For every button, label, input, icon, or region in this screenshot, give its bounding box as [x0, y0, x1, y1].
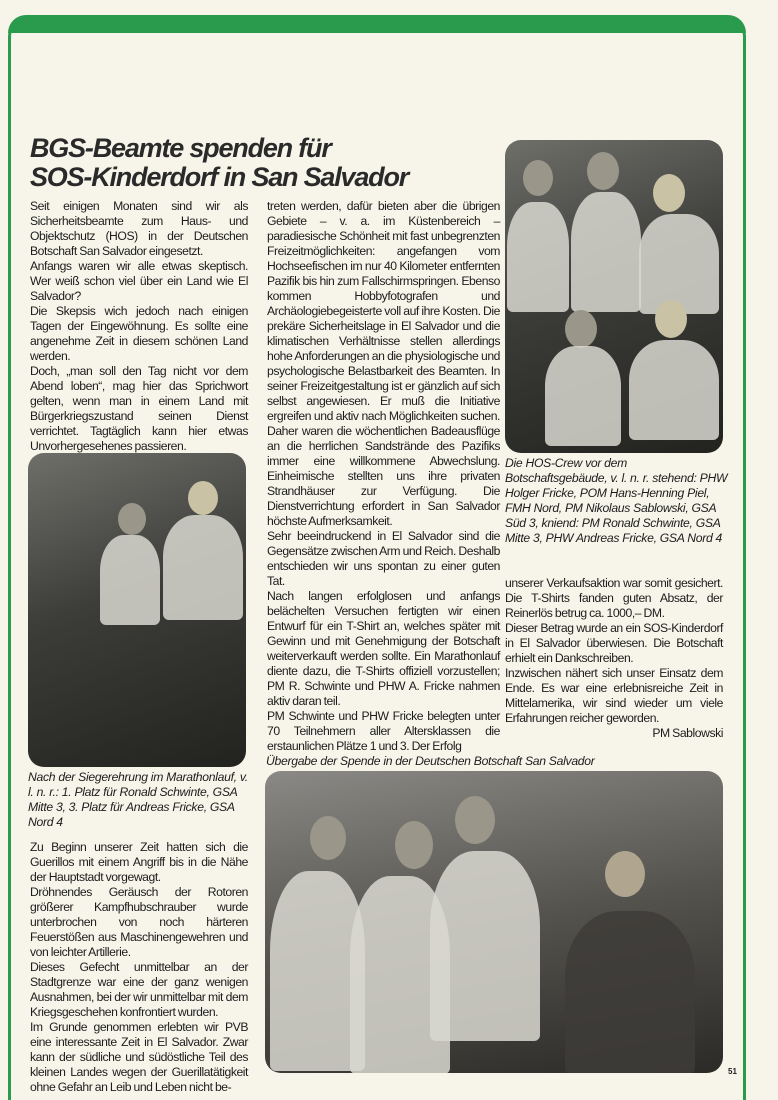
paragraph: treten werden, dafür bieten aber die übrigen Gebiete – v. a. im Küstenbereich – paradiesische Schönheit mit fast unbegrenzten Freizeitmöglichkeiten: angefangen vom Hochseefischen im nur 40 Kilometer entfernten Pazifik bis hin zum Fallschirmspringen. Ebenso kommen Hobbyfotografen und Archäologiebegeisterte voll auf ihre Kosten. Die prekäre Sicherheitslage in El Salvador und die klimatischen Verhältnisse stellen allerdings hohe Anforderungen an die physiologische und psychologische Belastbarkeit des Beamten. In seiner Freizeitgestaltung ist er gänzlich auf sich selbst angewiesen. Er muß die Initiative ergreifen und aktiv nach Möglichkeiten suchen. Daher waren die wöchentlichen Badeausflüge an die herrlichen Sandstrände des Pazifiks immer eine willkommene Abwechslung. Einheimische stellten uns ihre privaten Strandhäuser zur Verfügung. Die Dienstverrichtung erfordert in San Salvador höchste Aufmerksamkeit. [267, 199, 500, 528]
paragraph: Doch, „man soll den Tag nicht vor dem Abend loben“, mag hier das Sprichwort gelten, wenn man in einem Land mit Bürgerkriegszustand seinen Dienst verrichtet. Tagtäglich kann hier etwas Unvorhergesehenes passieren. [30, 364, 248, 453]
photo-marathon [28, 453, 246, 767]
page-number: 51 [728, 1067, 737, 1076]
paragraph: Zu Beginn unserer Zeit hatten sich die Guerillos mit einem Angriff bis in die Nähe der Hauptstadt vorgewagt. [30, 840, 248, 884]
paragraph: Dröhnendes Geräusch der Rotoren größerer Kampfhubschrauber wurde unterbrochen von noch härteren Feuerstößen aus Maschinengewehren und von leichter Artillerie. [30, 885, 248, 959]
caption-hos-crew: Die HOS-Crew vor dem Botschaftsgebäude, v. l. n. r. stehend: PHW Holger Fricke, POM Hans-Henning Piel, FMH Nord, PM Nikolaus Sablowski, GSA Süd 3, kniend: PM Ronald Schwinte, GSA Mitte 3, PHW Andreas Fricke, GSA Nord 4 [505, 456, 728, 545]
photo-donation-handover [265, 771, 723, 1073]
paragraph: Dieses Gefecht unmittelbar an der Stadtgrenze war eine der ganz wenigen Ausnahmen, bei der wir unmittelbar mit dem Kriegsgeschehen konfrontiert wurden. [30, 960, 248, 1019]
paragraph: Nach langen erfolglosen und anfangs belächelten Versuchen fertigten wir einen Entwurf für ein T-Shirt an, welches später mit Gewinn und mit Genehmigung der Botschaft weiterverkauft werden sollte. Ein Marathonlauf diente dazu, die T-Shirts offiziell vorzustellen; PM R. Schwinte und PHW A. Fricke nahmen aktiv daran teil. [267, 589, 500, 708]
column-2 [267, 199, 500, 754]
paragraph: Die Skepsis wich jedoch nach einigen Tagen der Eingewöhnung. Es sollte eine angenehme Zeit in diesem schönen Land werden. [30, 304, 248, 363]
title-line-1: BGS-Beamte spenden für [30, 133, 331, 163]
author-signature: PM Sablowski [652, 726, 723, 740]
caption-marathon: Nach der Siegerehrung im Marathonlauf, v. l. n. r.: 1. Platz für Ronald Schwinte, GSA Mitte 3, 3. Platz für Andreas Fricke, GSA Nord 4 [28, 770, 248, 829]
paragraph: Anfangs waren wir alle etwas skeptisch. Wer weiß schon viel über ein Land wie El Salvador? [30, 259, 248, 303]
title-line-2: SOS-Kinderdorf in San Salvador [30, 162, 409, 192]
paragraph: Seit einigen Monaten sind wir als Sicherheitsbeamte zum Haus- und Objektschutz (HOS) in der Deutschen Botschaft San Salvador eingesetzt. [30, 199, 248, 258]
column-1-top [30, 199, 248, 454]
paragraph: Inzwischen nähert sich unser Einsatz dem Ende. Es war eine erlebnisreiche Zeit in Mittelamerika, wir sind wieder um viele Erfahrungen reicher geworden. [505, 666, 723, 725]
paragraph: Dieser Betrag wurde an ein SOS-Kinderdorf in El Salvador überwiesen. Die Botschaft erhielt ein Dankschreiben. [505, 621, 723, 665]
paragraph: PM Schwinte und PHW Fricke belegten unter 70 Teilnehmern aller Altersklassen die erstaunlichen Plätze 1 und 3. Der Erfolg [267, 709, 500, 753]
paragraph: Sehr beeindruckend in El Salvador sind die Gegensätze zwischen Arm und Reich. Deshalb entschieden wir uns spontan zu einer guten Tat. [267, 529, 500, 588]
column-1-bottom [30, 840, 248, 1095]
article-title [30, 134, 408, 192]
photo-hos-crew [505, 140, 723, 453]
paragraph: unserer Verkaufsaktion war somit gesichert. Die T-Shirts fanden guten Absatz, der Reinerlös betrug ca. 1000,– DM. [505, 576, 723, 620]
paragraph: Im Grunde genommen erlebten wir PVB eine interessante Zeit in El Salvador. Zwar kann der südliche und südöstliche Teil des kleinen Landes wegen der Guerillatätigkeit ohne Gefahr an Leib und Leben nicht be- [30, 1020, 248, 1094]
column-3 [505, 576, 723, 741]
caption-handover: Übergabe der Spende in der Deutschen Botschaft San Salvador [266, 754, 595, 768]
